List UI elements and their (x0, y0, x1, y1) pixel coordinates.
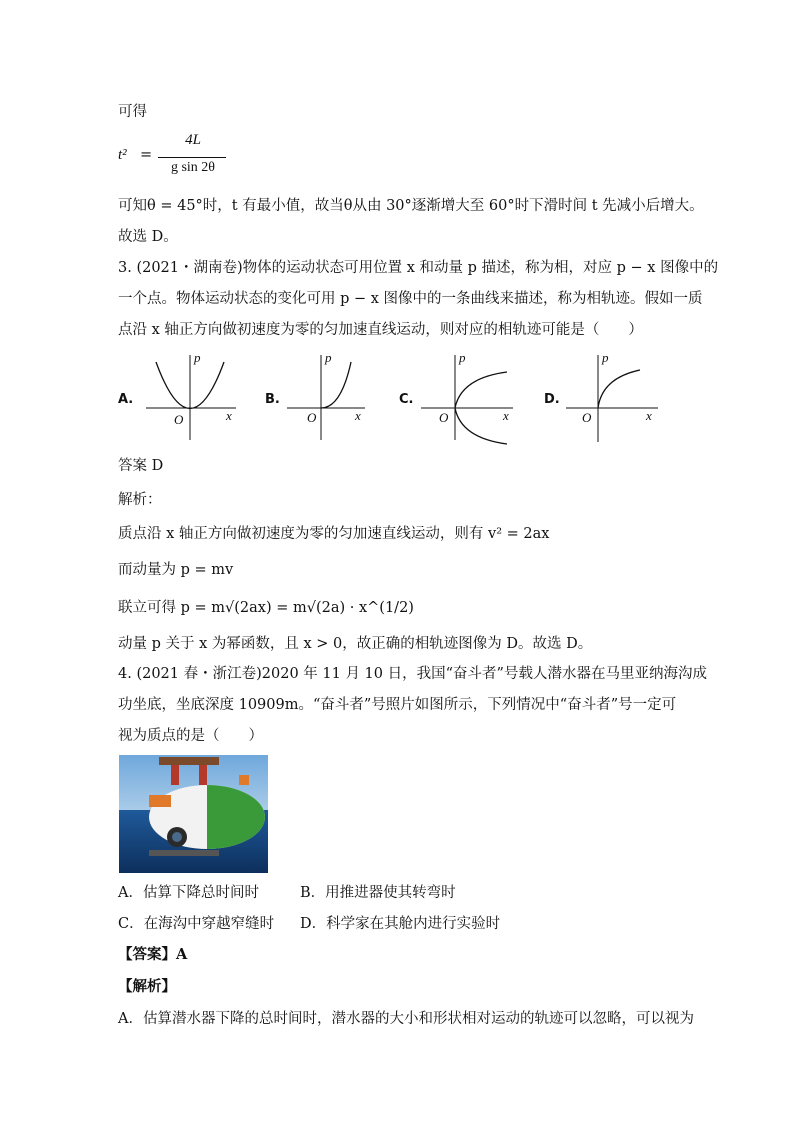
graph-a-svg (118, 350, 248, 450)
option-a: A．估算下降总时间时 (118, 885, 259, 901)
origin-label: O (307, 410, 317, 425)
graph-label: A. (118, 392, 134, 407)
axis-label-p: p (602, 350, 609, 365)
question-3-line-2: 一个点。物体运动状态的变化可用 p − x 图像中的一条曲线来描述，称为相轨迹。假如一质 (118, 291, 703, 307)
option-b: B．用推进器使其转弯时 (300, 885, 456, 901)
submersible-photo (119, 755, 268, 873)
axis-label-p: p (194, 350, 201, 365)
text-line: 可知θ = 45°时，t 有最小值，故当θ从由 30°逐渐增大至 60°时下滑时间 t 先减小后增大。 (118, 198, 704, 214)
submersible-image (119, 755, 268, 873)
question-3-line-3: 点沿 x 轴正方向做初速度为零的匀加速直线运动，则对应的相轨迹可能是（ ） (118, 322, 643, 338)
answer-3: 答案 D (118, 458, 164, 474)
question-4-line-3: 视为质点的是（ ） (118, 728, 263, 744)
option-graph-b (265, 350, 395, 450)
option-d: D．科学家在其舱内进行实验时 (300, 916, 501, 932)
question-3-line-1: 3. (2021・湖南卷)物体的运动状态可用位置 x 和动量 p 描述，称为相，对应 p − x 图像中的 (118, 260, 719, 276)
option-graph-d (544, 350, 674, 450)
solution-line-1: 质点沿 x 轴正方向做初速度为零的匀加速直线运动，则有 v² = 2ax (118, 526, 550, 542)
text-line: 可得 (118, 104, 147, 120)
solution-line-4: 动量 p 关于 x 为幂函数，且 x > 0，故正确的相轨迹图像为 D。故选 D。 (118, 636, 593, 652)
analysis-4-text: A．估算潜水器下降的总时间时，潜水器的大小和形状相对运动的轨迹可以忽略，可以视为 (118, 1011, 694, 1027)
formula-eq: = (140, 147, 153, 163)
question-4-line-1: 4. (2021 春・浙江卷)2020 年 11 月 10 日，我国“奋斗者”号载人潜水器在马里亚纳海沟成 (118, 666, 707, 682)
solution-line-3: 联立可得 p = m√(2ax) = m√(2a) · x^(1/2) (118, 600, 414, 616)
option-c: C．在海沟中穿越窄缝时 (118, 916, 275, 932)
graph-d-svg (544, 350, 674, 450)
fraction-bar (158, 157, 226, 158)
origin-label: O (582, 410, 592, 425)
formula-lhs: t² (118, 147, 127, 163)
option-graph-c (399, 350, 529, 450)
axis-label-p: p (325, 350, 332, 365)
origin-label: O (439, 410, 449, 425)
graph-label: C. (399, 392, 414, 407)
axis-label-p: p (459, 350, 466, 365)
answer-4: 【答案】A (118, 946, 188, 963)
text-line: 故选 D。 (118, 229, 178, 245)
axis-label-x: x (226, 408, 232, 423)
origin-label: O (174, 412, 184, 427)
graph-label: B. (265, 392, 280, 407)
question-4-line-2: 功坐底，坐底深度 10909m。“奋斗者”号照片如图所示，下列情况中“奋斗者”号一定可 (118, 697, 677, 713)
axis-label-x: x (503, 408, 509, 423)
analysis-label: 解析： (118, 492, 162, 508)
formula-numerator: 4L (185, 132, 201, 148)
axis-label-x: x (646, 408, 652, 423)
analysis-4-label: 【解析】 (118, 978, 176, 995)
axis-label-x: x (355, 408, 361, 423)
solution-line-2: 而动量为 p = mv (118, 562, 234, 578)
formula-denominator: g sin 2θ (170, 160, 216, 175)
formula-t-squared (118, 134, 258, 184)
option-graph-a (118, 350, 248, 450)
graph-label: D. (544, 392, 560, 407)
